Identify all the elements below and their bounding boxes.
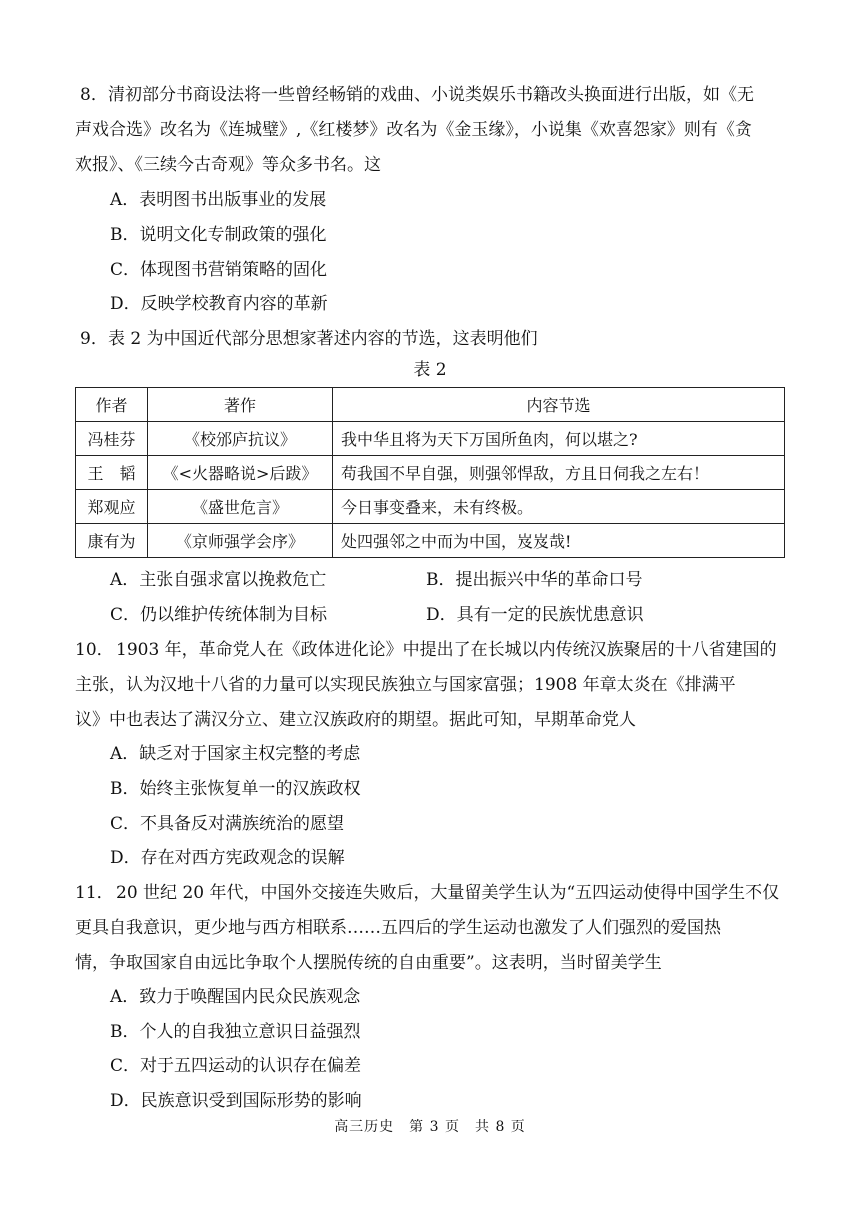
option-c: C．体现图书营销策略的固化 [110,260,328,280]
cell-work: 《校邠庐抗议》 [148,422,333,456]
cell-excerpt: 苟我国不早自强，则强邻悍敌，方且日伺我之左右！ [333,456,785,490]
question-stem-line: 清初部分书商设法将一些曾经畅销的戏曲、小说类娱乐书籍改头换面进行出版，如《无 [108,85,754,105]
cell-excerpt: 我中华且将为天下万国所鱼肉，何以堪之? [333,422,785,456]
thinkers-table [75,387,785,558]
option-d: D．民族意识受到国际形势的影响 [110,1091,362,1111]
table-row [76,422,785,456]
option-c: C．不具备反对满族统治的愿望 [110,814,345,834]
cell-author: 冯桂芬 [76,422,148,456]
table-row [76,524,785,558]
option-c: C．对于五四运动的认识存在偏差 [110,1056,362,1076]
question-number: 11． [75,883,114,903]
cell-excerpt: 处四强邻之中而为中国，岌岌哉! [333,524,785,558]
cell-work: 《京师强学会序》 [148,524,333,558]
table-caption: 表 2 [413,360,447,380]
cell-work: 《<火器略说>后跋》 [148,456,333,490]
option-d: D．反映学校教育内容的革新 [110,294,328,314]
option-a: A．表明图书出版事业的发展 [110,190,327,210]
option-a: A．致力于唤醒国内民众民族观念 [110,987,361,1007]
option-b: B．说明文化专制政策的强化 [110,225,327,245]
question-number: 8． [80,85,108,105]
page-footer: 高三历史 第 3 页 共 8 页 [334,1119,526,1135]
option-b: B．提出振兴中华的革命口号 [426,570,643,590]
option-d: D．存在对西方宪政观念的误解 [110,848,345,868]
option-a: A．主张自强求富以挽救危亡 [110,570,327,590]
question-stem-line: 声戏合选》改名为《连城璧》,《红楼梦》改名为《金玉缘》，小说集《欢喜怨家》则有《贪 [75,120,752,140]
question-stem-line: 议》中也表达了满汉分立、建立汉族政府的期望。据此可知，早期革命党人 [75,710,636,730]
option-d: D．具有一定的民族忧患意识 [426,605,644,625]
question-stem-line: 主张，认为汉地十八省的力量可以实现民族独立与国家富强；1908 年章太炎在《排满平 [75,675,736,695]
question-stem-line: 情，争取国家自由远比争取个人摆脱传统的自由重要”。这表明，当时留美学生 [75,953,662,973]
question-stem-line: 20 世纪 20 年代，中国外交接连失败后，大量留美学生认为“五四运动使得中国学生不仅 [116,883,780,903]
option-b: B．个人的自我独立意识日益强烈 [110,1022,361,1042]
table-header-row [76,388,785,422]
question-number: 9． [80,329,108,349]
question-stem-line: 欢报》、《三续今古奇观》等众多书名。这 [75,155,381,175]
header-excerpt: 内容节选 [333,388,785,422]
option-c: C．仍以维护传统体制为目标 [110,605,328,625]
cell-work: 《盛世危言》 [148,490,333,524]
question-stem-line: 更具自我意识，更少地与西方相联系……五四后的学生运动也激发了人们强烈的爱国热 [75,918,721,938]
option-a: A．缺乏对于国家主权完整的考虑 [110,744,361,764]
cell-excerpt: 今日事变叠来，未有终极。 [333,490,785,524]
table-row [76,490,785,524]
question-stem-line: 1903 年，革命党人在《政体进化论》中提出了在长城以内传统汉族聚居的十八省建国的 [116,640,777,660]
table-row [76,456,785,490]
header-work: 著作 [148,388,333,422]
option-b: B．始终主张恢复单一的汉族政权 [110,779,361,799]
header-author: 作者 [76,388,148,422]
cell-author: 王 韬 [76,456,148,490]
question-stem: 表 2 为中国近代部分思想家著述内容的节选，这表明他们 [108,329,538,349]
cell-author: 郑观应 [76,490,148,524]
cell-author: 康有为 [76,524,148,558]
question-number: 10． [75,640,114,660]
